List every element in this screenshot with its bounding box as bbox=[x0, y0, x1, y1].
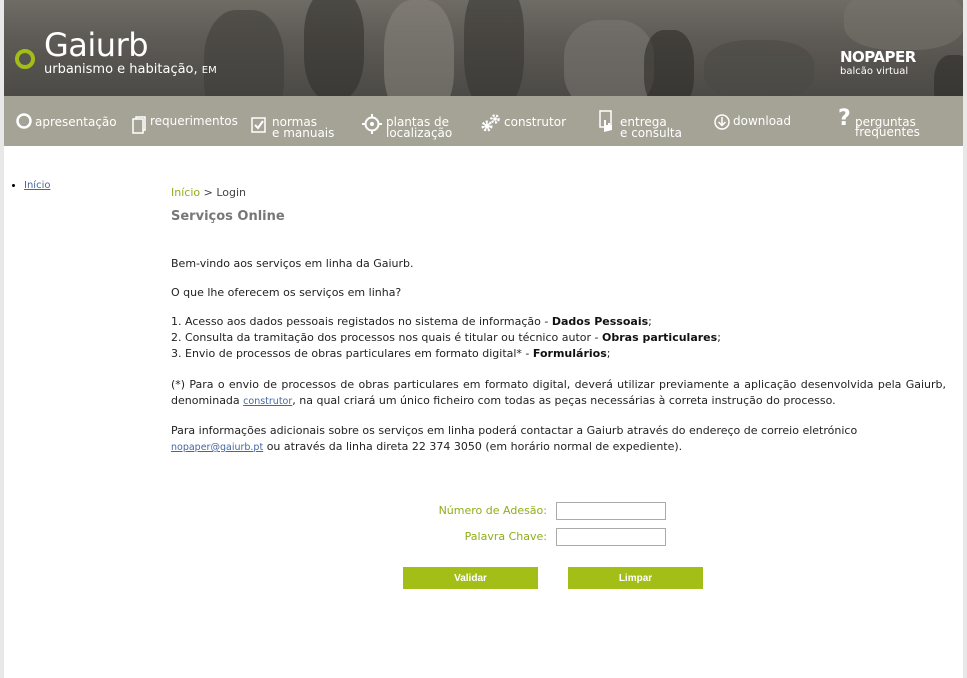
checkbox-icon bbox=[251, 116, 267, 134]
construtor-link[interactable]: construtor bbox=[243, 396, 293, 407]
service-item-3: 3. Envio de processos de obras particulares em formato digital* - Formulários; bbox=[171, 347, 611, 360]
breadcrumb-separator: > bbox=[200, 186, 217, 199]
logo-name: Gaiurb bbox=[44, 26, 149, 64]
breadcrumb bbox=[171, 185, 246, 201]
nav-item-download[interactable]: download bbox=[714, 96, 799, 146]
service-item-1: 1. Acesso aos dados pessoais registados no sistema de informação - Dados Pessoais; bbox=[171, 315, 652, 328]
main-nav bbox=[4, 96, 963, 146]
membership-number-input[interactable] bbox=[556, 502, 666, 520]
gears-icon bbox=[480, 113, 502, 133]
nav-item-construtor[interactable]: construtor bbox=[480, 96, 570, 146]
contact-info: Para informações adicionais sobre os serviços em linha poderá contactar a Gaiurb através do endereço de correio eletrónico nopaper@gaiurb.pt ou através da linha direta 22 374 3050 (em horário normal de expediente). bbox=[171, 424, 858, 453]
crosshair-icon bbox=[362, 114, 382, 134]
hand-icon bbox=[599, 110, 615, 134]
services-question: O que lhe oferecem os serviços em linha? bbox=[171, 286, 402, 299]
password-label: Palavra Chave: bbox=[464, 530, 547, 543]
sidebar-link-inicio[interactable]: Início bbox=[24, 180, 51, 191]
sidebar bbox=[4, 180, 154, 191]
page-frame bbox=[4, 0, 963, 678]
sidebar-item-inicio bbox=[24, 180, 154, 191]
nav-item-plantas[interactable]: plantas de localização bbox=[362, 96, 457, 146]
page-title: Serviços Online bbox=[171, 209, 285, 224]
email-link[interactable]: nopaper@gaiurb.pt bbox=[171, 442, 264, 453]
nopaper-subtitle: balcão virtual bbox=[840, 66, 909, 77]
clear-button[interactable]: Limpar bbox=[568, 567, 703, 589]
nopaper-logo[interactable] bbox=[840, 48, 916, 77]
logo-subtitle: urbanismo e habitação, EM bbox=[44, 62, 217, 77]
gaiurb-logo-icon bbox=[14, 48, 36, 70]
question-icon: ? bbox=[838, 106, 851, 131]
nav-item-entrega[interactable]: entrega e consulta bbox=[599, 96, 689, 146]
breadcrumb-home[interactable]: Início bbox=[171, 186, 201, 199]
password-input[interactable] bbox=[556, 528, 666, 546]
circle-target-icon bbox=[16, 113, 32, 129]
nav-item-normas[interactable]: normas e manuais bbox=[251, 96, 341, 146]
header-banner bbox=[4, 0, 963, 96]
nav-item-perguntas[interactable]: ? perguntas frequentes bbox=[838, 106, 920, 139]
construtor-note: (*) Para o envio de processos de obras particulares em formato digital, deverá utilizar previamente a aplicação desenvolvida pela Gaiurb, denominada construtor, na qual criará um único ficheiro com todas as peças necessárias à correta instrução do processo. bbox=[171, 378, 946, 407]
welcome-text: Bem-vindo aos serviços em linha da Gaiurb. bbox=[171, 257, 414, 270]
service-item-2: 2. Consulta da tramitação dos processos nos quais é titular ou técnico autor - Obras particulares; bbox=[171, 331, 721, 344]
validate-button[interactable]: Validar bbox=[403, 567, 538, 589]
nopaper-title: NOPAPER bbox=[840, 48, 916, 66]
download-icon bbox=[714, 114, 730, 130]
nav-item-requerimentos[interactable]: requerimentos bbox=[132, 96, 242, 146]
breadcrumb-current: Login bbox=[216, 186, 247, 199]
document-icon bbox=[132, 116, 146, 134]
membership-number-label: Número de Adesão: bbox=[438, 504, 547, 517]
nav-item-apresentacao[interactable]: apresentação bbox=[16, 96, 116, 146]
